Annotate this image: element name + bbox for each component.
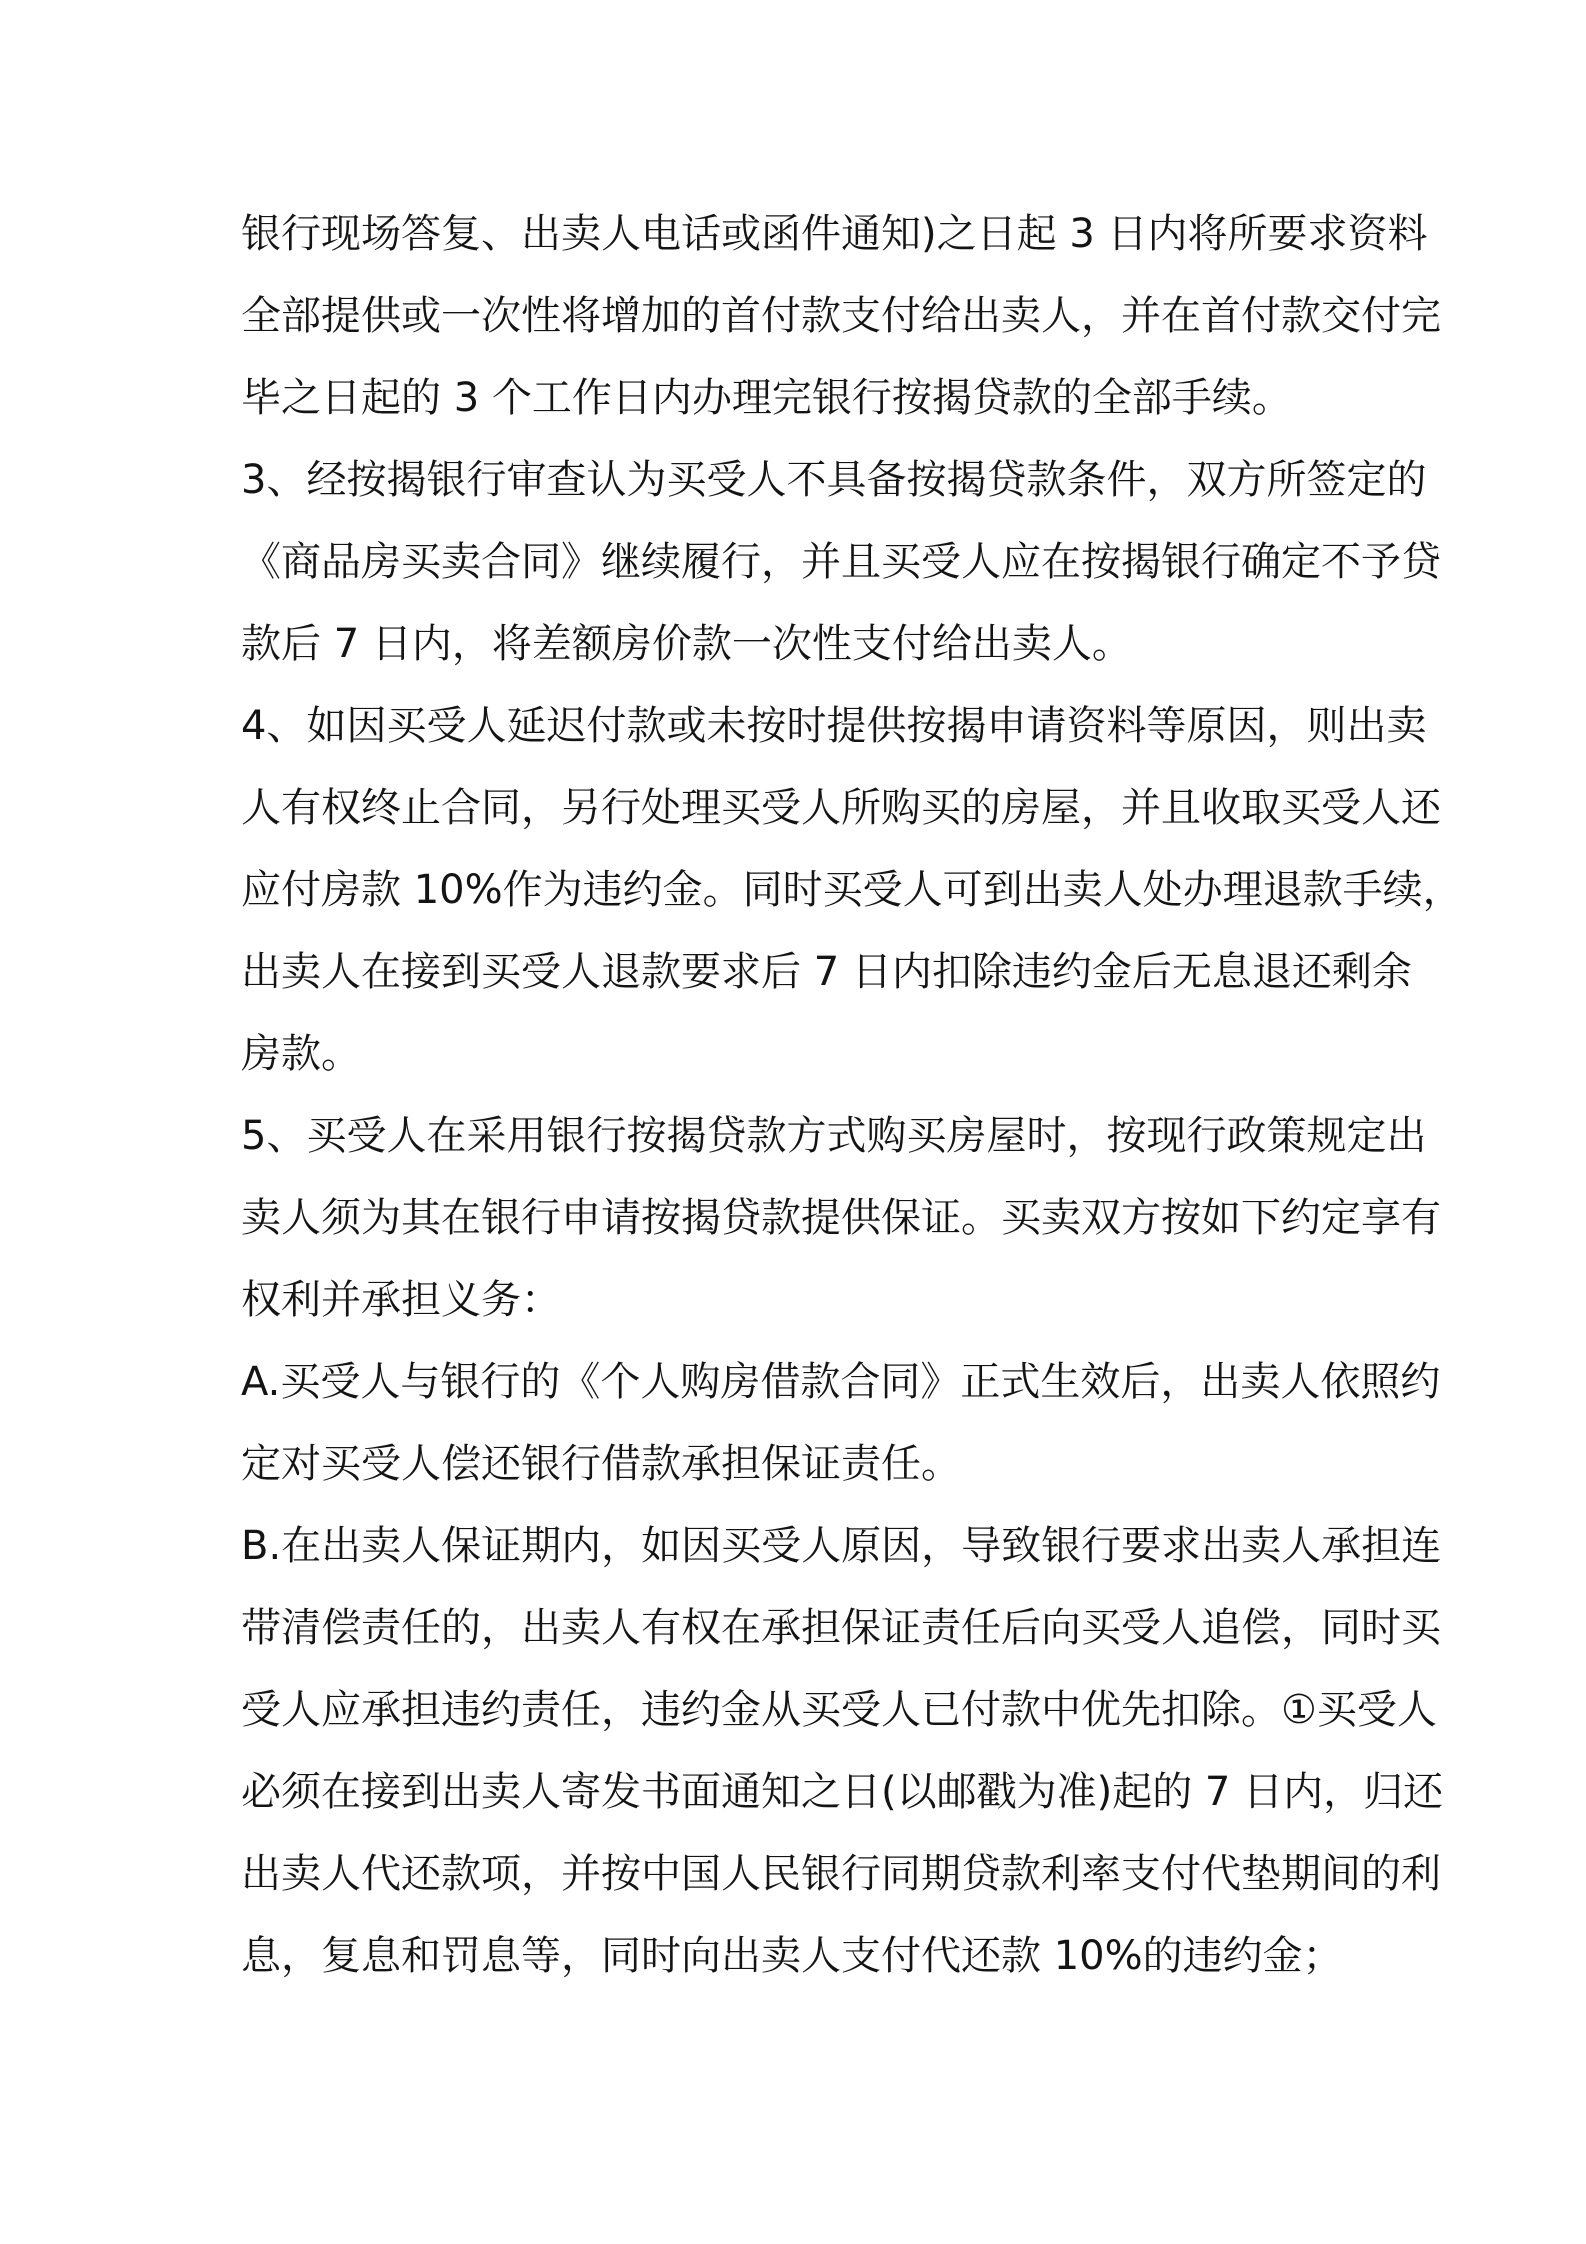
text-line: 受人应承担违约责任，违约金从买受人已付款中优先扣除。①买受人 (241, 1687, 1437, 1733)
text-line: 息，复息和罚息等，同时向出卖人支付代还款 10%的违约金； (241, 1933, 1343, 1979)
text-line: A.买受人与银行的《个人购房借款合同》正式生效后，出卖人依照约 (241, 1359, 1441, 1405)
text-line: 房款。 (241, 1031, 361, 1077)
text-line: 卖人须为其在银行申请按揭贷款提供保证。买卖双方按如下约定享有 (241, 1195, 1441, 1241)
text-line: 《商品房买卖合同》继续履行，并且买受人应在按揭银行确定不予贷 (241, 539, 1441, 585)
text-line: 出卖人代还款项，并按中国人民银行同期贷款利率支付代垫期间的利 (241, 1851, 1441, 1897)
text-line: 4、如因买受人延迟付款或未按时提供按揭申请资料等原因，则出卖 (241, 703, 1427, 749)
text-line: 人有权终止合同，另行处理买受人所购买的房屋，并且收取买受人还 (241, 785, 1441, 831)
text-line: 必须在接到出卖人寄发书面通知之日(以邮戳为准)起的 7 日内，归还 (241, 1769, 1444, 1815)
text-line: 毕之日起的 3 个工作日内办理完银行按揭贷款的全部手续。 (241, 375, 1292, 421)
text-line: 带清偿责任的，出卖人有权在承担保证责任后向买受人追偿，同时买 (241, 1605, 1441, 1651)
text-line: 权利并承担义务： (241, 1277, 561, 1323)
text-line: 应付房款 10%作为违约金。同时买受人可到出卖人处办理退款手续， (241, 867, 1463, 913)
text-line: 银行现场答复、出卖人电话或函件通知)之日起 3 日内将所要求资料 (241, 211, 1428, 257)
text-line: B.在出卖人保证期内，如因买受人原因，导致银行要求出卖人承担连 (241, 1523, 1442, 1569)
text-line: 定对买受人偿还银行借款承担保证责任。 (241, 1441, 961, 1487)
text-line: 出卖人在接到买受人退款要求后 7 日内扣除违约金后无息退还剩余 (241, 949, 1412, 995)
text-line: 款后 7 日内，将差额房价款一次性支付给出卖人。 (241, 621, 1132, 667)
text-line: 5、买受人在采用银行按揭贷款方式购买房屋时，按现行政策规定出 (241, 1113, 1427, 1159)
text-line: 全部提供或一次性将增加的首付款支付给出卖人，并在首付款交付完 (241, 293, 1441, 339)
text-line: 3、经按揭银行审查认为买受人不具备按揭贷款条件，双方所签定的 (241, 457, 1427, 503)
